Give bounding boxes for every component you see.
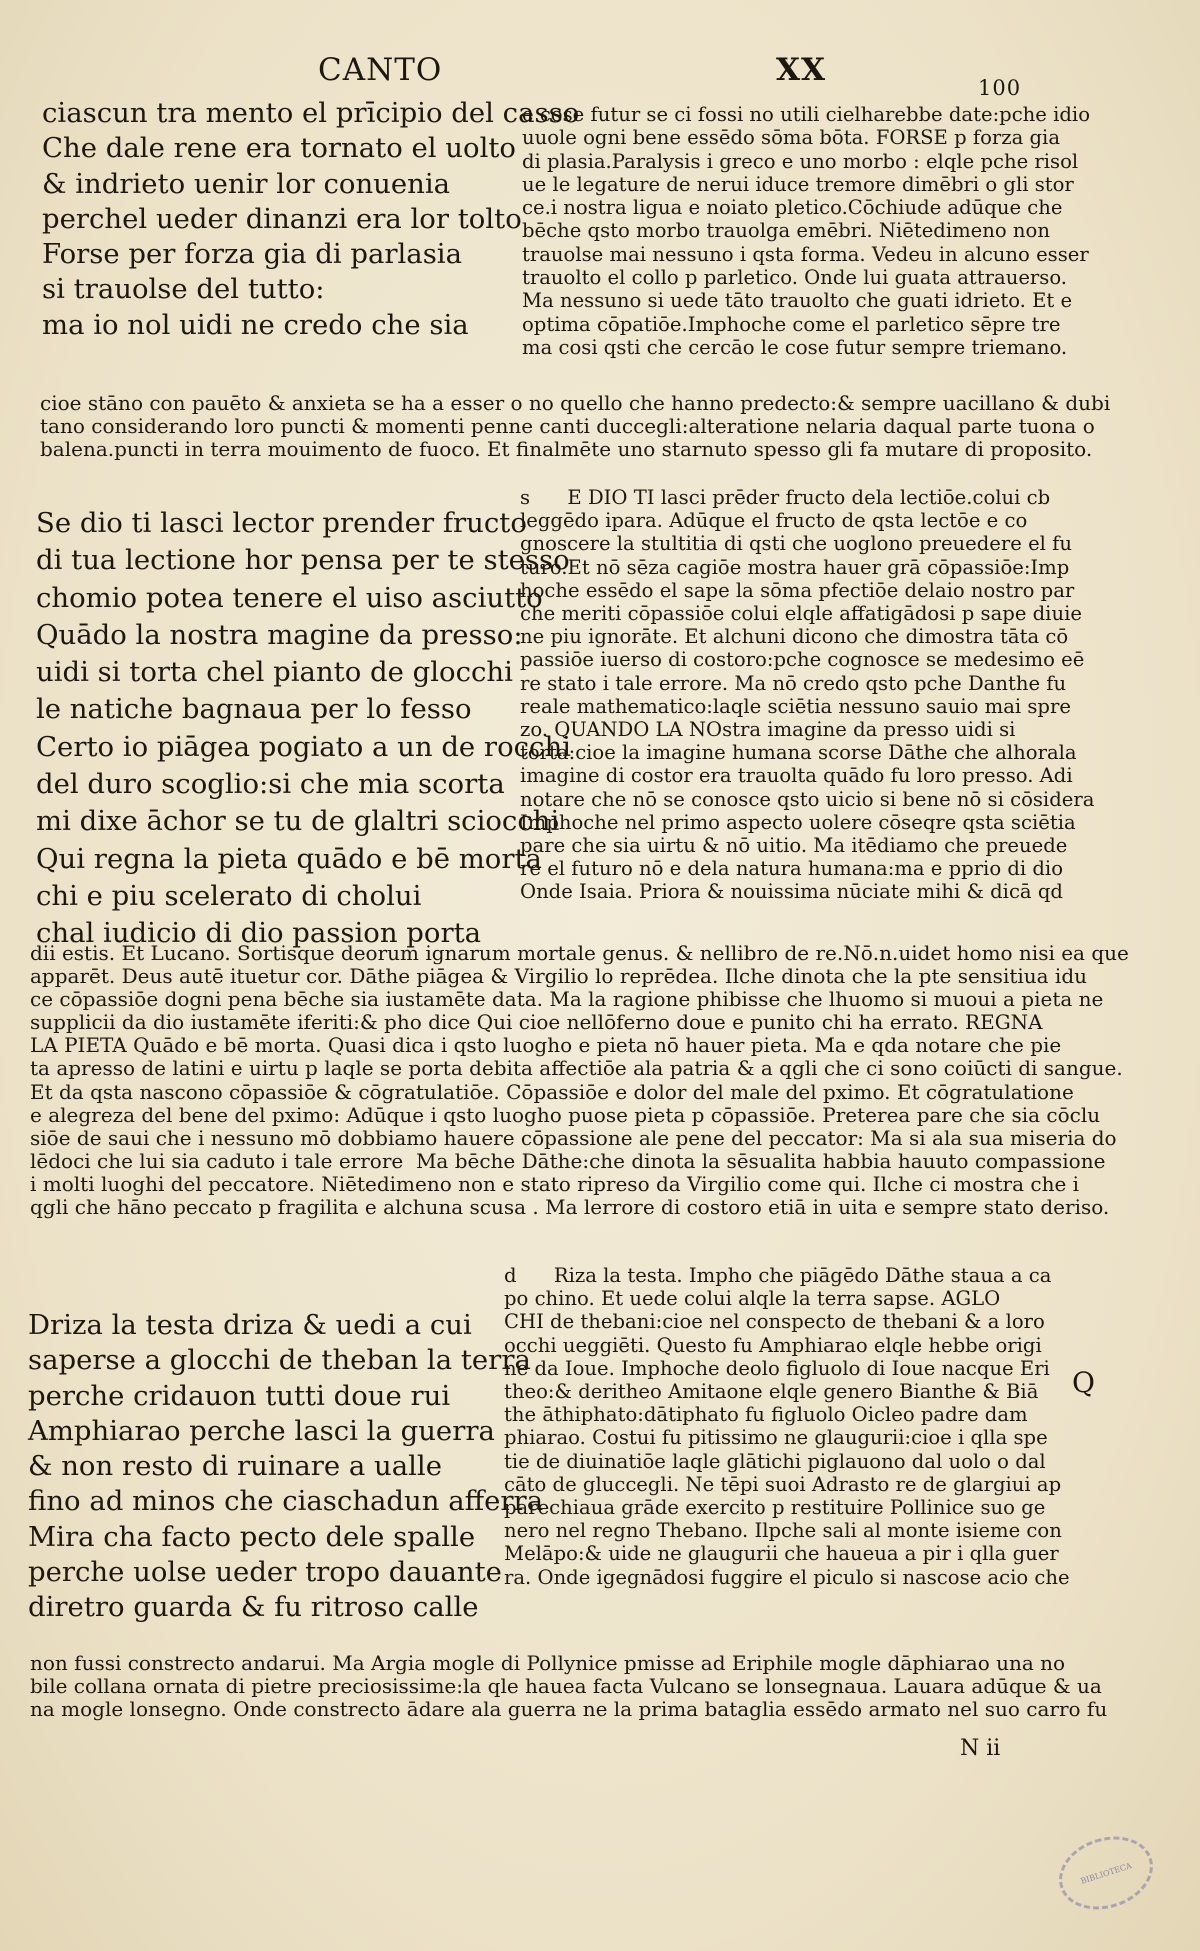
text-line: Imphoche nel primo aspecto uolere cōseqre qsta sciētia <box>520 810 1076 834</box>
text-line: ce.i nostra ligua e noiato pletico.Cōchiude adūque che <box>522 196 1063 220</box>
text-line: reale mathematico:laqle sciētia nessuno sauio mai spre <box>520 694 1071 718</box>
commentary-block-4 <box>30 942 1129 1219</box>
text-line: le natiche bagnaua per lo fesso <box>36 693 472 726</box>
text-line: ma cosi qsti che cercāo le cose futur sempre triemano. <box>522 335 1068 359</box>
text-line: saperse a glocchi de theban la terra <box>28 1344 531 1377</box>
text-line: tie de diuinatiōe laqle glātichi piglauono dal uolo o dal <box>504 1449 1046 1473</box>
commentary-block-1 <box>522 103 1090 359</box>
text-line: & indrieto uenir lor conuenia <box>42 167 451 200</box>
text-line: perche uolse ueder tropo dauante <box>28 1556 502 1589</box>
commentary-block-5 <box>504 1264 1070 1589</box>
text-line: diretro guarda & fu ritroso calle <box>28 1591 479 1624</box>
text-line: che meriti cōpassiōe colui elqle affatigādosi p sape diuie <box>520 602 1082 626</box>
signature-mark: N ii <box>960 1736 1001 1761</box>
text-line: optima cōpatiōe.Imphoche come el parletico sēpre tre <box>522 312 1061 336</box>
text-line: Certo io piāgea pogiato a un de rocchi <box>36 730 571 763</box>
text-line: chomio potea tenere el uiso asciutto <box>36 581 543 614</box>
text-line: qgli che hāno peccato p fragilita e alchuna scusa . Ma lerrore di costoro etiā in uita e sempre stato deriso. <box>30 1195 1110 1220</box>
text-line: ce cōpassiōe dogni pena bēche sia iustamēte data. Ma la ragione phibisse che lhuomo si muoui a pieta ne <box>30 987 1104 1012</box>
text-line: del duro scoglio:si che mia scorta <box>36 768 505 801</box>
text-line: Forse per forza gia di parlasia <box>42 238 462 271</box>
verse-block-1 <box>42 96 579 343</box>
folio-number: 100 <box>978 76 1022 100</box>
text-line: Qui regna la pieta quādo e bē morta <box>36 842 542 875</box>
text-line: LA PIETA Quādo e bē morta. Quasi dica i qsto luogho e pieta nō hauer pieta. Ma e qda notare che pie <box>30 1033 1062 1058</box>
text-line: fino ad minos che ciaschadun afferra <box>28 1485 544 1518</box>
text-line: si trauolse del tutto: <box>42 273 325 306</box>
text-line: re el futuro nō e dela natura humana:ma e pprio di dio <box>520 857 1063 881</box>
text-line: bile collana ornata di pietre preciosissime:la qle hauea facta Vulcano se lonsegnaua. Lauara adūque & ua <box>30 1674 1102 1698</box>
text-line: pare che sia uirtu & nō uitio. Ma itēdiamo che preuede <box>520 834 1068 858</box>
text-line: mi dixe āchor se tu de glaltri sciocchi <box>36 805 560 838</box>
text-line: ue le legature de nerui iduce tremore dimēbri o gli stor <box>522 172 1074 196</box>
text-line: na mogle lonsegno. Onde constrecto ādare ala guerra ne la prima bataglia essēdo armato nel suo carro fu <box>30 1697 1108 1721</box>
text-line: e alegreza del bene del pximo: Adūque i qsto luogho puose pieta p cōpassiōe. Preterea pare che sia cōclu <box>30 1102 1101 1127</box>
text-line: parechiaua grāde exercito p restituire Pollinice suo ge <box>504 1496 1046 1520</box>
text-line: notare che nō se conosce qsto uicio si bene nō si cōsidera <box>520 787 1095 811</box>
text-line: e cose futur se ci fossi no utili cielharebbe date:pche idio <box>522 103 1090 126</box>
text-line: lēdoci che lui sia caduto i tale errore Ma bēche Dāthe:che dinota la sēsualita habbia hauuto compassione <box>30 1148 1106 1173</box>
text-line: i molti luoghi del peccatore. Niētedimeno non e stato ripreso da Virgilio come qui. Ilche ci mostra che i <box>30 1171 1080 1196</box>
text-line: trauolto el collo p parletico. Onde lui guata attrauerso. <box>522 266 1068 290</box>
text-line: leggēdo ipara. Adūque el fructo de qsta lectōe e co <box>520 509 1028 533</box>
text-line: the āthiphato:dātiphato fu figluolo Oicleo padre dam <box>504 1403 1028 1427</box>
text-line: Et da qsta nascono cōpassiōe & cōgratulatiōe. Cōpassiōe e dolor del male del pximo. Et cōgratulatione <box>30 1079 1074 1104</box>
stamp-text: BIBLIOTECA <box>1079 1860 1133 1886</box>
text-line: di tua lectione hor pensa per te stesso <box>36 544 570 577</box>
text-line: torta:cioe la imagine humana scorse Dāthe che alhorala <box>520 741 1077 765</box>
text-line: Quādo la nostra magine da presso: <box>36 618 523 651</box>
text-line: bēche qsto morbo trauolga emēbri. Niētedimeno non <box>522 219 1050 243</box>
text-line: Amphiarao perche lasci la guerra <box>28 1414 495 1447</box>
text-line: ta apresso de latini e uirtu p laqle se porta debita affectiōe ala patria & a qgli che ci sono coiūcti di sangue. <box>30 1056 1123 1081</box>
text-line: Mira cha facto pecto dele spalle <box>28 1520 476 1553</box>
text-line: di plasia.Paralysis i greco e uno morbo : elqle pche risol <box>522 149 1079 173</box>
text-line: tano considerando loro puncti & momenti penne canti duccegli:alteratione nelaria daqual parte tuona o <box>40 414 1095 438</box>
margin-mark: Q <box>1072 1366 1095 1399</box>
text-line: ne da Ioue. Imphoche deolo figluolo di Ioue nacque Eri <box>504 1356 1050 1380</box>
text-line: ra. Onde igegnādosi fuggire el piculo si nascose acio che <box>504 1565 1070 1589</box>
text-line: passiōe iuerso di costoro:pche cognosce se medesimo eē <box>520 648 1085 672</box>
library-stamp <box>1050 1825 1163 1921</box>
text-line: uuole ogni bene essēdo sōma bōta. FORSE p forza gia <box>522 126 1060 150</box>
text-line: theo:& deritheo Amitaone elqle genero Bianthe & Biā <box>504 1380 1039 1404</box>
text-line: uidi si torta chel pianto de glocchi <box>36 656 513 689</box>
text-line: Ma nessuno si uede tāto trauolto che guati idrieto. Et e <box>522 289 1073 313</box>
text-line: hoche essēdo el sape la sōma pfectiōe delaio nostro par <box>520 578 1075 602</box>
text-line: nero nel regno Thebano. Ilpche sali al monte isieme con <box>504 1519 1062 1543</box>
text-line: ciascun tra mento el prīcipio del casso <box>42 97 580 129</box>
text-line: cāto de gluccegli. Ne tēpi suoi Adrasto re de glargiui ap <box>504 1472 1062 1496</box>
text-line: CHI de thebani:cioe nel conspecto de thebani & a loro <box>504 1310 1045 1334</box>
text-line: Melāpo:& uide ne glaugurii che haueua a pir i qlla guer <box>504 1542 1059 1566</box>
text-line: ma io nol uidi ne credo che sia <box>42 308 469 341</box>
text-line: non fussi constrecto andarui. Ma Argia mogle di Pollynice pmisse ad Eriphile mogle dāphiarao una no <box>30 1651 1066 1675</box>
text-line: Che dale rene era tornato el uolto <box>42 132 516 165</box>
text-line: perchel ueder dinanzi era lor tolto <box>42 202 522 235</box>
text-line: siōe de saui che i nessuno mō dobbiamo hauere cōpassione ale pene del peccator: Ma si ala sua miseria do <box>30 1125 1117 1150</box>
running-head-number: XX <box>776 52 827 88</box>
text-line: Se dio ti lasci lector prender fructo <box>36 507 527 539</box>
text-line: trauolse mai nessuno i qsta forma. Vedeu in alcuno esser <box>522 242 1089 266</box>
text-line: balena.puncti in terra mouimento de fuoco. Et finalmēte uno starnuto spesso gli fa mutare di proposito. <box>40 437 1093 461</box>
text-line: & non resto di ruinare a ualle <box>28 1450 442 1483</box>
text-line: po chino. Et uede colui alqle la terra sapse. AGLO <box>504 1287 1001 1311</box>
text-line: turo.Et nō sēza cagiōe mostra hauer grā cōpassiōe:Imp <box>520 555 1070 579</box>
text-line: ne piu ignorāte. Et alchuni dicono che dimostra tāta cō <box>520 625 1069 649</box>
verse-block-2 <box>36 505 571 953</box>
text-line: phiarao. Costui fu pitissimo ne glaugurii:cioe i qlla spe <box>504 1426 1048 1450</box>
text-line: gnoscere la stultitia di qsti che uoglono preuedere el fu <box>520 532 1073 556</box>
commentary-block-2 <box>40 392 1110 461</box>
verse-block-3 <box>28 1308 543 1626</box>
text-line: supplicii da dio iustamēte iferiti:& pho dice Qui cioe nellōferno doue e punito chi ha errato. REGNA <box>30 1010 1043 1035</box>
text-line: imagine di costor era trauolta quādo fu loro presso. Adi <box>520 764 1073 788</box>
text-line: perche cridauon tutti doue rui <box>28 1379 451 1412</box>
text-line: Driza la testa driza & uedi a cui <box>28 1309 472 1341</box>
commentary-block-3 <box>520 486 1094 904</box>
text-line: s E DIO TI lasci prēder fructo dela lectiōe.colui cb <box>520 486 1051 509</box>
text-line: dii estis. Et Lucano. Sortisque deorum ignarum mortale genus. & nellibro de re.Nō.n.uidet homo nisi ea que <box>30 941 1129 965</box>
text-line: chi e piu scelerato di cholui <box>36 879 422 912</box>
text-line: Onde Isaia. Priora & nouissima nūciate mihi & dicā qd <box>520 880 1063 904</box>
text-line: cioe stāno con pauēto & anxieta se ha a esser o no quello che hanno predecto:& sempre uacillano & dubi <box>40 391 1111 415</box>
text-line: chal iudicio di dio passion porta <box>36 917 482 950</box>
commentary-block-6 <box>30 1652 1107 1721</box>
text-line: d Riza la testa. Impho che piāgēdo Dāthe staua a ca <box>504 1264 1052 1287</box>
text-line: re stato i tale errore. Ma nō credo qsto pche Danthe fu <box>520 671 1067 695</box>
text-line: apparēt. Deus autē ituetur cor. Dāthe piāgea & Virgilio lo reprēdea. Ilche dinota che la pte sensitiua idu <box>30 964 1088 989</box>
text-line: zo. QUANDO LA NOstra imagine da presso uidi si <box>520 718 1016 742</box>
text-line: occhi ueggiēti. Questo fu Amphiarao elqle hebbe origi <box>504 1333 1042 1357</box>
running-head-canto: CANTO <box>318 52 443 88</box>
